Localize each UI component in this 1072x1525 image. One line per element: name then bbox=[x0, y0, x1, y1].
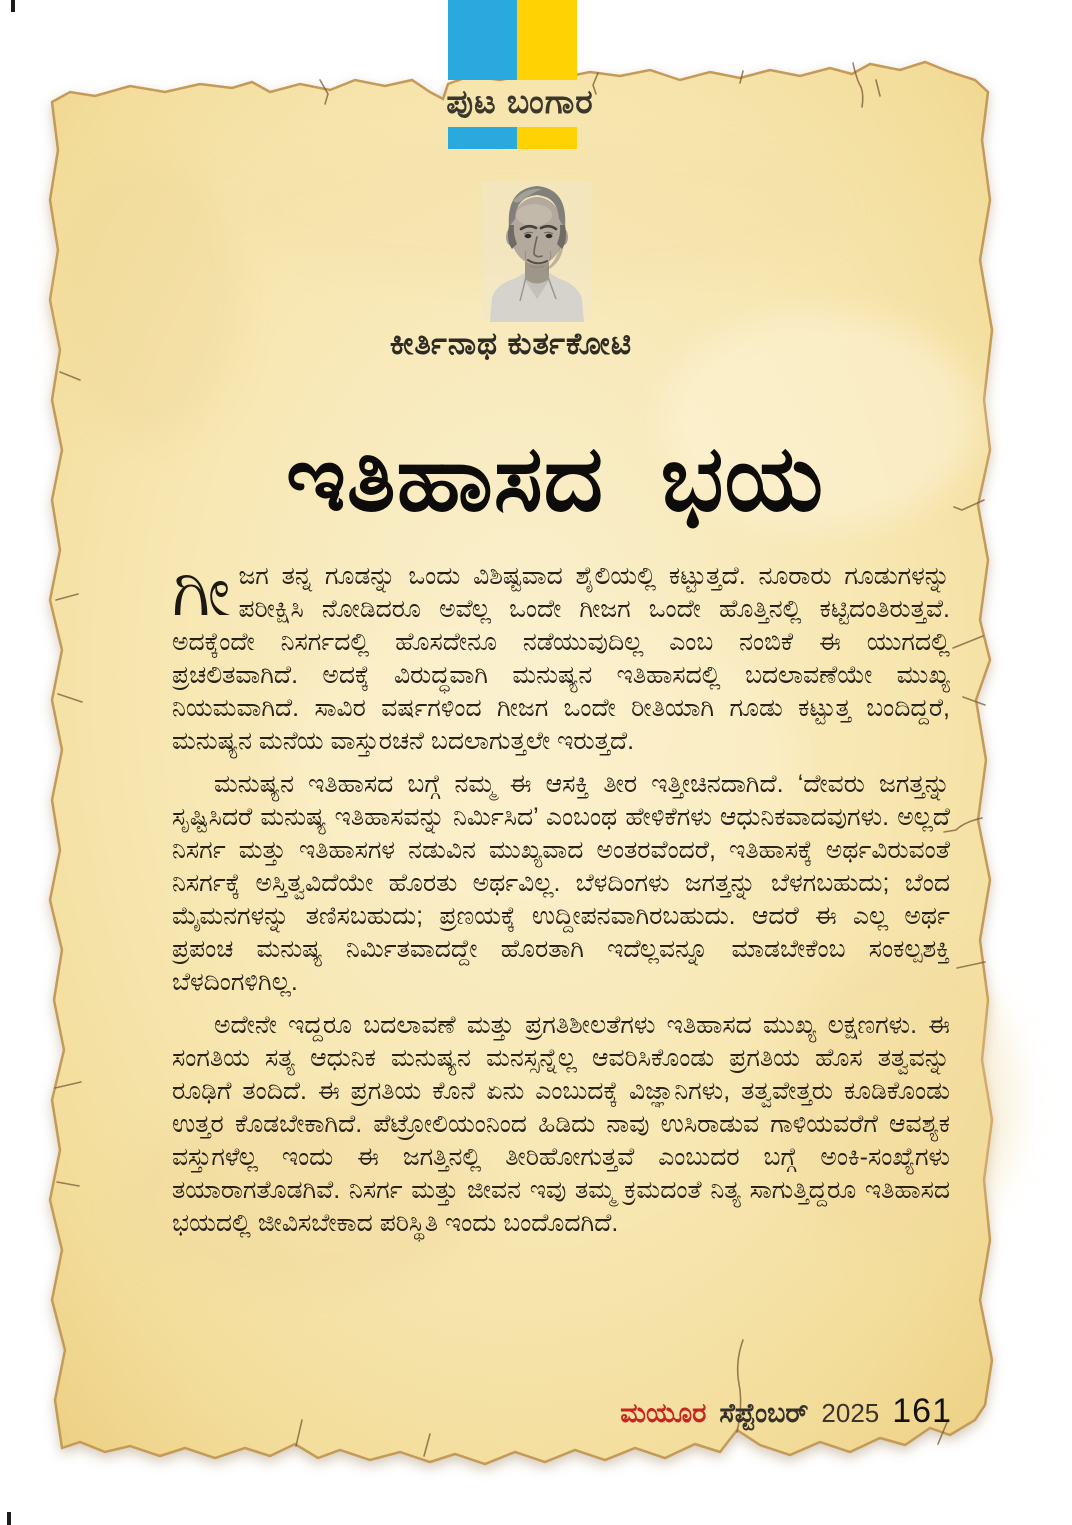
page-number: 161 bbox=[892, 1392, 952, 1430]
issue-year: 2025 bbox=[821, 1398, 880, 1428]
scan-artifact bbox=[11, 0, 15, 12]
dropcap-letter: ಗೀ bbox=[172, 552, 231, 630]
paragraph-text: ಜಗ ತನ್ನ ಗೂಡನ್ನು ಒಂದು ವಿಶಿಷ್ಟವಾದ ಶೈಲಿಯಲ್ಲಿ ಕಟ್ಟುತ್ತದೆ. ನೂರಾರು ಗೂಡುಗಳನ್ನು ಪರೀಕ್ಷಿಸಿ ನೋಡಿದರೂ ಅವೆಲ್ಲ ಒಂದೇ ಗೀಜಗ ಒಂದೇ ಹೊತ್ತಿನಲ್ಲಿ ಕಟ್ಟಿದಂತಿರುತ್ತವೆ. ಅದಕ್ಕೆಂದೇ ನಿಸರ್ಗದಲ್ಲಿ ಹೊಸದೇನೂ ನಡೆಯುವುದಿಲ್ಲ ಎಂಬ ನಂಬಿಕೆ ಈ ಯುಗದಲ್ಲಿ ಪ್ರಚಲಿತವಾಗಿದೆ. ಅದಕ್ಕೆ ವಿರುದ್ಧವಾಗಿ ಮನುಷ್ಯನ ಇತಿಹಾಸದಲ್ಲಿ ಬದಲಾವಣೆಯೇ ಮುಖ್ಯ ನಿಯಮವಾಗಿದೆ. ಸಾವಿರ ವರ್ಷಗಳಿಂದ ಗೀಜಗ ಒಂದೇ ರೀತಿಯಾಗಿ ಗೂಡು ಕಟ್ಟುತ್ತ ಬಂದಿದ್ದರೆ, ಮನುಷ್ಯನ ಮನೆಯ ವಾಸ್ತುರಚನೆ ಬದಲಾಗುತ್ತಲೇ ಇರುತ್ತದೆ. bbox=[172, 562, 950, 755]
header-yellow-bar bbox=[517, 0, 577, 80]
header-cyan-bar-stub bbox=[448, 127, 517, 149]
page-footer bbox=[620, 1392, 952, 1431]
article-title: ಇತಿಹಾಸದ ಭಯ bbox=[285, 428, 824, 530]
author-photo bbox=[480, 179, 594, 322]
article-paragraph-3: ಅದೇನೇ ಇದ್ದರೂ ಬದಲಾವಣೆ ಮತ್ತು ಪ್ರಗತಿಶೀಲತೆಗಳು ಇತಿಹಾಸದ ಮುಖ್ಯ ಲಕ್ಷಣಗಳು. ಈ ಸಂಗತಿಯ ಸತ್ಯ ಆಧುನಿಕ ಮನುಷ್ಯನ ಮನಸ್ಸನ್ನೆಲ್ಲ ಆವರಿಸಿಕೊಂಡು ಪ್ರಗತಿಯ ಹೊಸ ತತ್ವವನ್ನು ರೂಢಿಗೆ ತಂದಿದೆ. ಈ ಪ್ರಗತಿಯ ಕೊನೆ ಏನು ಎಂಬುದಕ್ಕೆ ವಿಜ್ಞಾನಿಗಳು, ತತ್ವವೇತ್ತರು ಕೂಡಿಕೊಂಡು ಉತ್ತರ ಕೊಡಬೇಕಾಗಿದೆ. ಪೆಟ್ರೋಲಿಯಂನಿಂದ ಹಿಡಿದು ನಾವು ಉಸಿರಾಡುವ ಗಾಳಿಯವರೆಗೆ ಆವಶ್ಯಕ ವಸ್ತುಗಳೆಲ್ಲ ಇಂದು ಈ ಜಗತ್ತಿನಲ್ಲಿ ತೀರಿಹೋಗುತ್ತವೆ ಎಂಬುದರ ಬಗ್ಗೆ ಅಂಕಿ-ಸಂಖ್ಯೆಗಳು ತಯಾರಾಗತೊಡಗಿವೆ. ನಿಸರ್ಗ ಮತ್ತು ಜೀವನ ಇವು ತಮ್ಮ ಕ್ರಮದಂತೆ ನಿತ್ಯ ಸಾಗುತ್ತಿದ್ದರೂ ಇತಿಹಾಸದ ಭಯದಲ್ಲಿ ಜೀವಿಸಬೇಕಾದ ಪರಿಸ್ಥಿತಿ ಇಂದು ಬಂದೊದಗಿದೆ. bbox=[172, 1011, 950, 1237]
header-yellow-bar-stub bbox=[517, 127, 577, 149]
scan-artifact bbox=[7, 1512, 11, 1525]
author-name: ಕೀರ್ತಿನಾಥ ಕುರ್ತಕೋಟಿ bbox=[389, 326, 633, 361]
header-cyan-bar bbox=[448, 0, 517, 80]
article-paragraph-2: ಮನುಷ್ಯನ ಇತಿಹಾಸದ ಬಗ್ಗೆ ನಮ್ಮ ಈ ಆಸಕ್ತಿ ತೀರ ಇತ್ತೀಚಿನದಾಗಿದೆ. ‘ದೇವರು ಜಗತ್ತನ್ನು ಸೃಷ್ಟಿಸಿದರೆ ಮನುಷ್ಯ ಇತಿಹಾಸವನ್ನು ನಿರ್ಮಿಸಿದ’ ಎಂಬಂಥ ಹೇಳಿಕೆಗಳು ಆಧುನಿಕವಾದವುಗಳು. ಅಲ್ಲದೆ ನಿಸರ್ಗ ಮತ್ತು ಇತಿಹಾಸಗಳ ನಡುವಿನ ಮುಖ್ಯವಾದ ಅಂತರವೆಂದರೆ, ಇತಿಹಾಸಕ್ಕೆ ಅರ್ಥವಿರುವಂತೆ ನಿಸರ್ಗಕ್ಕೆ ಅಸ್ತಿತ್ವವಿದೆಯೇ ಹೊರತು ಅರ್ಥವಿಲ್ಲ. ಬೆಳದಿಂಗಳು ಜಗತ್ತನ್ನು ಬೆಳಗಬಹುದು; ಬೆಂದ ಮೈಮನಗಳನ್ನು ತಣಿಸಬಹುದು; ಪ್ರಣಯಕ್ಕೆ ಉದ್ದೀಪನವಾಗಿರಬಹುದು. ಆದರೆ ಈ ಎಲ್ಲ ಅರ್ಥ ಪ್ರಪಂಚ ಮನುಷ್ಯ ನಿರ್ಮಿತವಾದದ್ದೇ ಹೊರತಾಗಿ ಇದೆಲ್ಲವನ್ನೂ ಮಾಡಬೇಕೆಂಬ ಸಂಕಲ್ಪಶಕ್ತಿ ಬೆಳದಿಂಗಳಿಗಿಲ್ಲ. bbox=[172, 770, 950, 996]
issue-month: ಸೆಪ್ಟೆಂಬರ್ bbox=[719, 1398, 809, 1428]
magazine-name: ಮಯೂರ bbox=[620, 1398, 707, 1428]
article-body bbox=[172, 552, 950, 1250]
article-paragraph-1 bbox=[172, 552, 950, 758]
section-label: ಪುಟ ಬಂಗಾರ bbox=[446, 83, 594, 120]
